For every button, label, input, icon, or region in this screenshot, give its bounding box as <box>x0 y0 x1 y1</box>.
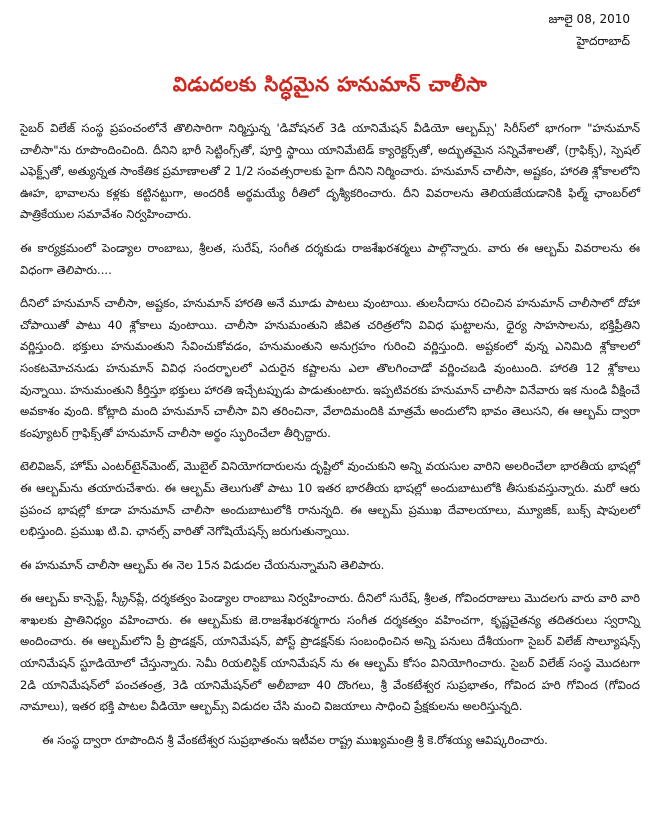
paragraph-3: దీనిలో హనుమాన్ చాలీసా, అష్టకం, హనుమాన్ హారతి అనే మూడు పాటలు వుంటాయి. తులసీదాసు రచించిన హనుమాన్ చాలీసాలో దోహా చోపాయితో పాటు 40 శ్లోకాలు వుంటాయి. చాలీసా హనుమంతుని జీవిత చరిత్రలోని వివిధ ఘట్టాలను, ధైర్య సాహసాలను, భక్తిప్రీతిని వర్ణిస్తుంది. భక్తులు హనుమంతుని సేవించుకోవడం, హనుమంతుని అనుగ్రహం గురించి వర్ణిస్తుంది. అష్టకంలో వున్న ఎనిమిది శ్లోకాలలో సంకటమోచనుడు హనుమాన్ వివిధ సందర్భాలలో ఎదురైన కష్టాలను ఎలా తొలగించాడో వర్ణించబడి వుంటుంది. హారతి 12 శ్లోకాలు వున్నాయి. హనుమంతుని కీర్తిస్తూ భక్తులు హారతి ఇచ్చేటప్పుడు పాడుతుంటారు. ఇప్పటివరకు హనుమాన్ చాలీసా వినేవారు ఇక నుండి వీక్షించే అవకాశం వుంది. కోట్లాది మంది హనుమాన్ చాలీసా విని తరించినా, వేలాదిమందికి మాత్రమే అందులోని భావం తెలుసని, ఈ ఆల్బమ్ ద్వారా కంప్యూటర్ గ్రాఫిక్స్‌తో హనుమాన్ చాలీసా అర్థం స్ఫురించేలా తీర్చిద్దారు. <box>20 296 640 440</box>
paragraph-6: ఈ ఆల్బమ్ కాన్సెప్ట్, స్క్రీన్‌ప్లే, దర్శకత్వం పెండ్యాల రాంబాబు నిర్వహించారు. దీనిలో సురేష్, శ్రీలత, గోవిందరాజులు మొదలగు వారు వారి వారి శాఖలకు ప్రాతినిధ్యం వహించారు. ఈ ఆల్బమ్‌కు జె.రాజశేఖరశర్మగారు సంగీత దర్శకత్వం వహించగా, కృష్ణచైతన్య తదితరులు స్వరాన్ని అందించారు. ఈ ఆల్బమ్‌లోని ప్రీ ప్రొడక్షన్, యానిమేషన్, పోస్ట్ ప్రొడక్షన్‌కు సంబంధించిన అన్ని పనులు దేశీయంగా సైబర్ విలేజ్ సొల్యూషన్స్ యానిమేషన్ స్టూడియోలో చేస్తున్నారు. సెమీ రియలిస్టిక్ యానిమేషన్ ను ఈ ఆల్బమ్ కోసం వినియోగించారు. సైబర్ విలేజ్ సంస్థ మొదటగా 2డి యానిమేషన్‌లో పంచతంత్ర, 3డి యానిమేషన్‌లో అలీబాబా 40 దొంగలు, శ్రీ వేంకటేశ్వర సుప్రభాతం, గోవింద హరి గోవింద (గోవింద నామాలు), ఇతర భక్తి పాటల వీడియో ఆల్బమ్స్ విడుదల చేసి మంచి విజయాలు సాధించి ప్రేక్షకులను అలరిస్తున్నది. <box>20 591 640 714</box>
date-text: జూలై 08, 2010 <box>548 12 630 26</box>
dateline <box>548 8 630 52</box>
paragraph-2: ఈ కార్యక్రమంలో పెండ్యాల రాంబాబు, శ్రీలత, సురేష్, సంగీత దర్శకుడు రాజశేఖరశర్మలు పాల్గొన్నారు. వారు ఈ ఆల్బమ్ వివరాలను ఈ విధంగా తెలిపారు.... <box>20 240 640 277</box>
paragraph-7: ఈ సంస్థ ద్వారా రూపొందిన శ్రీ వేంకటేశ్వర సుప్రభాతంను ఇటీవల రాష్ట్ర ముఖ్యమంత్రి శ్రీ కె.రోశయ్య ఆవిష్కరించారు. <box>42 732 548 747</box>
paragraph-4: టెలివిజన్, హోమ్ ఎంటర్‌టైన్‌మెంట్, మొబైల్ వినియోగదారులను దృష్టిలో వుంచుకుని అన్ని వయసుల వారిని అలరించేలా భారతీయ భాషల్లో ఈ ఆల్బమ్‌ను తయారుచేశారు. ఈ ఆల్బమ్ తెలుగుతో పాటు 10 ఇతర భారతీయ భాషల్లో అందుబాటులోకి తీసుకువస్తున్నారు. మరో ఆరు ప్రపంచ భాషల్లో కూడా హనుమాన్ చాలీసా అందుబాటులోకి రానున్నది. ఈ ఆల్బమ్ ప్రముఖ దేవాలయాలు, మ్యూజిక్, బుక్స్ షాపులలో లభిస్తుంది. ప్రముఖ టి.వి. ఛానల్స్ వారితో నెగోషియేషన్స్ జరుగుతున్నాయి. <box>20 459 640 539</box>
paragraph-5: ఈ హనుమాన్ చాలీసా ఆల్బమ్ ఈ నెల 15న విడుదల చేయనున్నామని తెలిపారు. <box>20 557 385 572</box>
page-title: విడుదలకు సిద్ధమైన హనుమాన్ చాలీసా <box>172 72 488 96</box>
place-text: హైదరాబాద్ <box>576 34 630 48</box>
article-body <box>20 118 640 763</box>
paragraph-1: సైబర్ విలేజ్ సంస్థ ప్రపంచంలోనే తొలిసారిగా నిర్మిస్తున్న 'డివోషనల్ 3డి యానిమేషన్ వీడియో ఆల్బమ్స్' సిరీస్‌లో భాగంగా "హనుమాన్ చాలీసా"ను రూపొందించింది. దీనిని భారీ సెట్టింగ్స్‌తో, పూర్తి స్థాయి యానిమేటెడ్ క్యారెక్టర్స్‌తో, అద్భుతమైన సన్నివేశాలతో, (గ్రాఫిక్స్), స్పెషల్ ఎఫెక్ట్స్‌తో, అత్యున్నత సాంకేతిక ప్రమాణాలతో 2 1/2 సంవత్సరాలకు పైగా దీనిని నిర్మించారు. హనుమాన్ చాలీసా, అష్టకం, హారతి శ్లోకాలలోని ఊహ, భావాలను కళ్లకు కట్టినట్టుగా, అందరికీ అర్థమయ్యే రీతిలో దృశ్యీకరించారు. దీని వివరాలను తెలియజేయడానికి ఫిల్మ్ ఛాంబర్‌లో పాత్రికేయుల సమావేశం నిర్వహించారు. <box>20 121 640 222</box>
